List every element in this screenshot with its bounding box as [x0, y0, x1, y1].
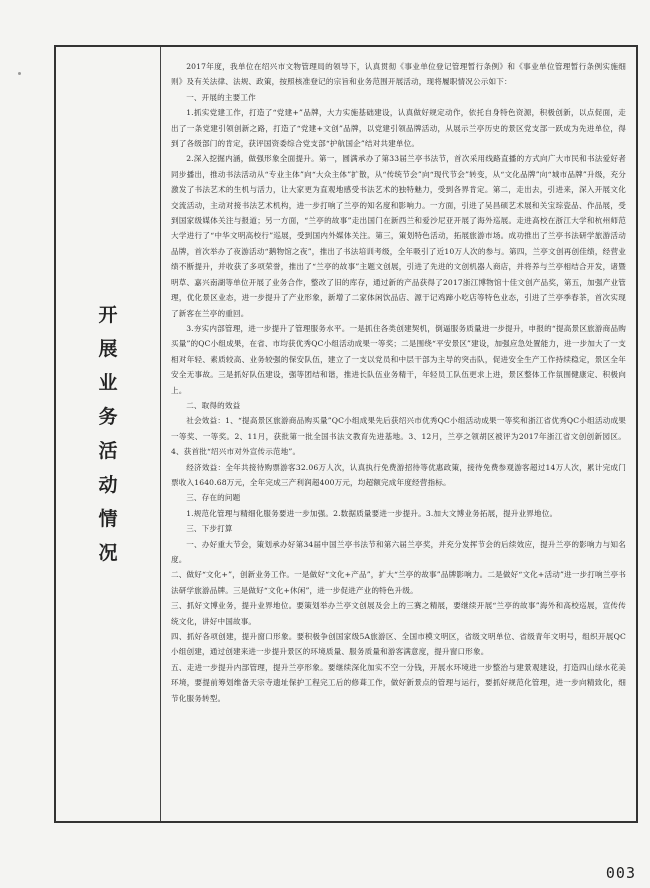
report-table — [54, 45, 638, 823]
body-paragraph: 二、做好“文化+”，创新业务工作。一是做好“文化+产品”，扩大“兰亭的故事”品牌影响力。二是做好“文化+活动”进一步打响兰亭书法研学旅游品牌。三是做好“文化+休闲”，进一步促进产业的特色升级。 — [171, 570, 626, 595]
body-paragraph: 3.夯实内部管理，进一步提升了管理服务水平。一是抓住各类创建契机，倒逼服务质量进一步提升，申报的“提高景区旅游商品购买量”的QC小组成果，在省、市均获优秀QC小组活动成果一等奖；二是围绕“平安景区”建设，加强应急处置能力，进一步加大了一支相对年轻、素质较高、业务较强的保安队伍，建立了一支以党员和中层干部为主导的突击队，促进安全生产工作持续稳定，景区全年安全无事故。三是抓好队伍建设，强等团结和谐，推进长队伍业务精干，年轻员工队伍更求上进，景区整体工作氛围健康定、积极向上。 — [171, 323, 626, 395]
section-label-char: 业 — [98, 372, 118, 394]
body-paragraph: 1.抓实党建工作，打造了“党建+”品牌，大力实施基础建设，认真做好规定动作，依托自身特色资源，积极创新，以点促面，走出了一条党建引领创新之路，打造了“党建+文创”品牌，以党建引领品牌活动，从展示兰亭历史的景区党支部一跃成为先进单位，得到了各级部门的肯定，获评国资委综合党支部“护航国企”结对共建单位。 — [171, 108, 626, 149]
section-label-char: 动 — [98, 474, 118, 496]
section-label-char: 情 — [98, 508, 118, 530]
section-heading: 三、下步打算 — [186, 524, 233, 534]
body-paragraph: 2.深入挖掘内涵，做强形象全面提升。第一，圆满承办了第33届兰亭书法节，首次采用线路直播的方式向广大市民和书法爱好者同步播出，推动书法活动从“专业主体”向“大众主体”扩散，从“传统节会”向“现代节会”转变，从“文化品牌”向“城市品牌”升级，充分激发了书法艺术的生机与活力，让大家更为直观地感受书法艺术的独特魅力，受到各界肯定。第二，走出去，引进来，深入开展文化交流活动，主动对接书法艺术机构，进一步打响了兰亭的知名度和影响力。一方面，引进了吴昌硕艺术展和关宝琮瓷品、作品展，受到国家级媒体关注与报道；另一方面，“兰亭的故事”走出国门在新西兰和爱沙尼亚开展了海外巡展。走进高校在浙江大学和杭州师范大学进行了“中华文明高校行”巡展，受到国内外媒体关注。第三，策划特色活动，拓展旅游市场。成功推出了兰亭书法研学旅游活动品牌，首次举办了夜游活动“鹅物馆之夜”，推出了书法培训考级，全年吸引了近10万人次的参与。第四，兰亭文创再创佳绩，经营业绩不断提升，并收获了多项荣誉，推出了“兰亭的故事”主题文创展，引进了先进的文创机器人商店，并将养与兰亭相结合开发，诸暨明草、嘉兴南湖等单位开展了业务合作，整改了旧的库存，通过新的产品获得了2017浙江博物馆十佳文创产品奖，第五，加强产业管理，优化景区业态，进一步提升了产业形象，新增了二家体闲饮品店、源于记鸡蹄小吃店等特色业态，引进了兰亭季春茶，首次实现了新客在兰亭的重回。 — [171, 154, 626, 318]
body-paragraph: 1.规范化管理与精细化服务要进一步加强。2.数据质量要进一步提升。3.加大文博业务拓展，提升业界地位。 — [186, 508, 558, 518]
section-label-char: 活 — [98, 440, 118, 462]
body-paragraph: 社会效益：1、“提高景区旅游商品购买量”QC小组成果先后获绍兴市优秀QC小组活动成果一等奖和浙江省优秀QC小组活动成果一等奖、一等奖。2、11月，获批第一批全国书法文教育先进基地。3、12月，兰亭之领胡区被评为2017年浙江省文创创新园区。4、获首批“绍兴市对外宣传示范地”。 — [171, 416, 626, 457]
section-label-cell — [56, 47, 161, 821]
section-label — [98, 298, 117, 570]
page-number: 003 — [605, 864, 636, 882]
section-label-char: 务 — [98, 406, 118, 428]
section-heading: 二、取得的效益 — [186, 400, 241, 410]
body-paragraph: 一、办好重大节会，策划承办好第34届中国兰亭书法节和第六届兰亭奖，并充分发挥节会的后续效应，提升兰亭的影响力与知名度。 — [171, 539, 626, 564]
report-body — [161, 47, 636, 821]
section-heading: 三、存在的问题 — [186, 493, 241, 503]
body-paragraph: 三、抓好文博业务，提升业界地位。要策划举办兰亭文创展及会上的三赛之精展，要继续开展“兰亭的故事”海外和高校巡展，宣传传统文化，讲好中国故事。 — [171, 601, 626, 626]
section-label-char: 况 — [98, 542, 118, 564]
section-label-char: 展 — [98, 338, 118, 360]
body-paragraph: 经济效益：全年共接待购票游客32.06万人次，认真执行免费游招待等优惠政策，接待免费参观游客超过14万人次，累计完成门票收入1640.68万元，全年完成三产利润超400万元，均超额完成年度经营指标。 — [171, 462, 626, 487]
body-paragraph: 2017年度，我单位在绍兴市文物管理局的领导下，认真贯彻《事业单位登记管理暂行条例》和《事业单位管理暂行条例实施细则》及有关法律、法规、政策，按照核准登记的宗旨和业务范围开展活动，现将履职情况公示如下： — [171, 62, 626, 87]
body-paragraph: 四、抓好各项创建，提升窗口形象。要积极争创国家级5A旅游区、全国市模文明区，省级文明单位、省级青年文明号，组织开展QC小组创建，通过创建来进一步提升景区的环境质量、服务质量和游客满意度，提升窗口形象。 — [171, 632, 626, 657]
body-paragraph: 五、走进一步提升内部管理，提升兰亭形象。要继续深化加实不空一分钱，开展水环境进一步整治与建景观建设，打造四山绿水花美环境，要提前筹划维备天宗寺遗址保护工程完工后的修葺工作，做好新景点的管理与运行，要抓好规范化管理，进一步向精致化，细节化服务转型。 — [171, 662, 626, 703]
section-heading: 一、开展的主要工作 — [186, 92, 256, 102]
section-label-char: 开 — [98, 304, 118, 326]
scan-speck — [18, 72, 21, 75]
